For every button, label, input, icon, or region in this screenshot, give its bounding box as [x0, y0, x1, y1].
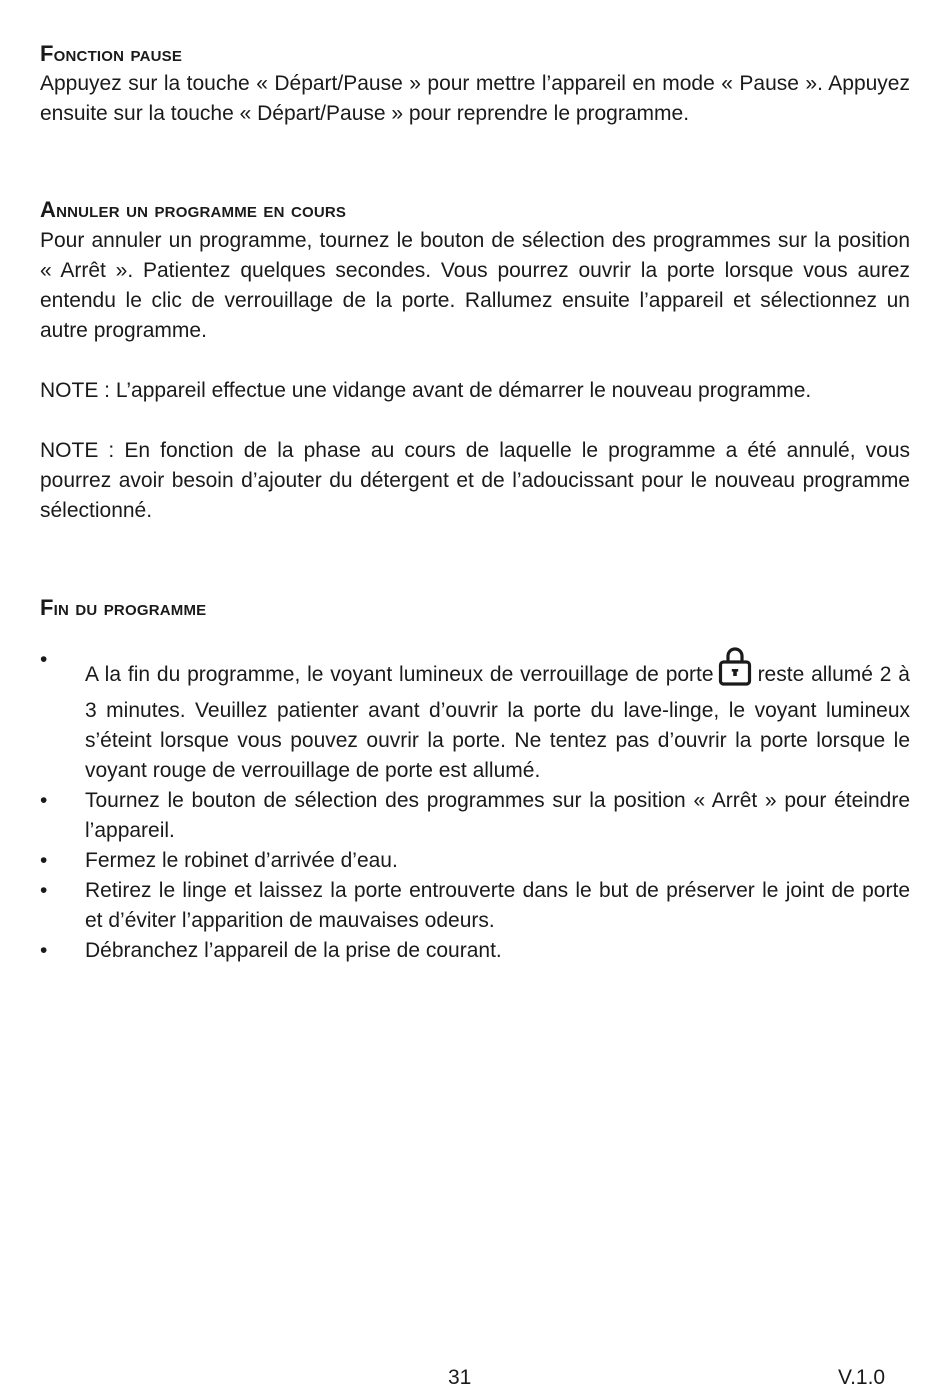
- version-label: V.1.0: [838, 1366, 886, 1389]
- bullet-marker: •: [40, 789, 48, 812]
- heading-annuler-programme: Annuler un programme en cours: [40, 197, 347, 222]
- bullet-text-before-icon: A la fin du programme, le voyant lumineux de verrouillage de porte: [85, 663, 714, 686]
- bullet-text: Retirez le linge et laissez la porte entrouverte dans le but de préserver le joint de porte et d’éviter l’apparition de mauvaises odeurs.: [85, 879, 910, 932]
- bullet-marker: •: [40, 648, 48, 671]
- bullet-marker: •: [40, 849, 48, 872]
- list-item: [40, 645, 910, 786]
- bullet-text-after-icon: reste allumé 2 à 3 minutes. Veuillez patienter avant d’ouvrir la porte du lave-linge, le voyant lumineux s’éteint lorsque vous pouvez ouvrir la porte. Ne tentez pas d’ouvrir la porte lorsque le voyant rouge de verrouillage de porte est allumé.: [85, 663, 910, 782]
- end-of-program-list: [40, 645, 910, 966]
- list-item: [40, 876, 910, 936]
- bullet-text: Tournez le bouton de sélection des programmes sur la position « Arrêt » pour éteindre l’appareil.: [85, 789, 910, 842]
- list-item: [40, 846, 910, 876]
- lock-icon: [718, 645, 752, 696]
- list-item: [40, 786, 910, 846]
- paragraph-fonction-pause: Appuyez sur la touche « Départ/Pause » pour mettre l’appareil en mode « Pause ». Appuyez ensuite sur la touche « Départ/Pause » pour reprendre le programme.: [40, 72, 910, 125]
- bullet-marker: •: [40, 879, 48, 902]
- list-item: [40, 936, 910, 966]
- bullet-text: Fermez le robinet d’arrivée d’eau.: [85, 849, 398, 872]
- note-detergent: NOTE : En fonction de la phase au cours de laquelle le programme a été annulé, vous pourrez avoir besoin d’ajouter du détergent et de l’adoucissant pour le nouveau programme sélectionné.: [40, 439, 910, 522]
- heading-fin-programme: Fin du programme: [40, 595, 207, 620]
- heading-fonction-pause: Fonction pause: [40, 41, 183, 66]
- bullet-text: Débranchez l’appareil de la prise de courant.: [85, 939, 502, 962]
- page-number: 31: [448, 1366, 472, 1389]
- note-vidange: NOTE : L’appareil effectue une vidange avant de démarrer le nouveau programme.: [40, 379, 812, 402]
- bullet-marker: •: [40, 939, 48, 962]
- paragraph-annuler-programme: Pour annuler un programme, tournez le bouton de sélection des programmes sur la position « Arrêt ». Patientez quelques secondes. Vous pourrez ouvrir la porte lorsque vous aurez entendu le clic de verrouillage de la porte. Rallumez ensuite l’appareil et sélectionnez un autre programme.: [40, 229, 910, 342]
